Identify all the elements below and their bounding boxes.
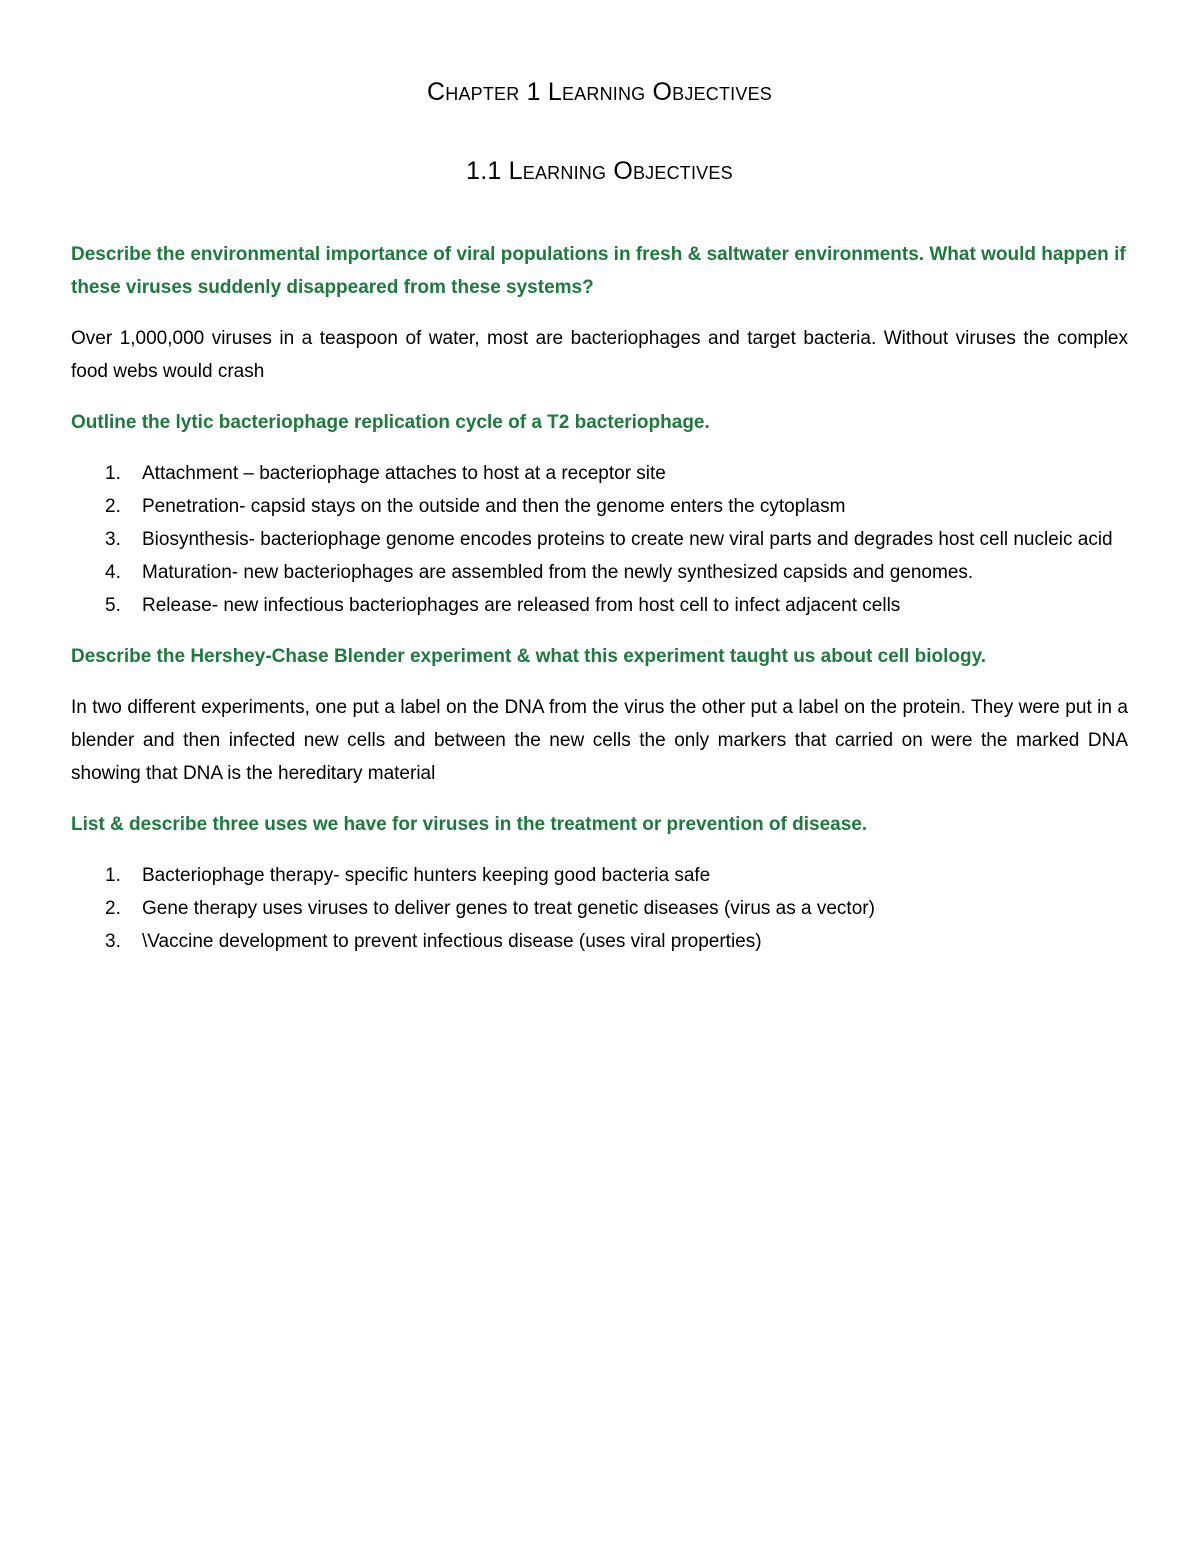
list-item-text: Attachment – bacteriophage attaches to host at a receptor site <box>142 463 666 484</box>
list-item <box>71 859 1128 892</box>
list-item-text: Biosynthesis- bacteriophage genome encodes proteins to create new viral parts and degrades host cell nucleic acid <box>142 529 1113 550</box>
list-item-number: 1. <box>105 463 121 484</box>
list-item <box>71 523 1128 556</box>
list-item-text: Maturation- new bacteriophages are assembled from the newly synthesized capsids and genomes. <box>142 562 974 583</box>
lytic-cycle-list <box>71 457 1128 622</box>
list-item-text: Release- new infectious bacteriophages are released from host cell to infect adjacent cells <box>142 595 901 616</box>
list-item-number: 3. <box>105 529 121 550</box>
list-item <box>71 892 1128 925</box>
virus-uses-list <box>71 859 1128 958</box>
objective-4-question: List & describe three uses we have for viruses in the treatment or prevention of disease. <box>71 814 868 835</box>
list-item <box>71 925 1128 958</box>
objective-3-question: Describe the Hershey-Chase Blender experiment & what this experiment taught us about cell biology. <box>71 646 987 667</box>
list-item-number: 1. <box>105 865 121 886</box>
list-item-number: 5. <box>105 595 121 616</box>
section-title: 1.1 Learning Objectives <box>466 157 733 185</box>
list-item <box>71 556 1128 589</box>
list-item <box>71 490 1128 523</box>
objective-3-answer: In two different experiments, one put a label on the DNA from the virus the other put a label on the protein. They were put in a blender and then infected new cells and between the new cells the only markers that carried on were the marked DNA showing that DNA is the hereditary material <box>71 697 1128 784</box>
list-item <box>71 589 1128 622</box>
list-item-number: 2. <box>105 898 121 919</box>
objective-1-question: Describe the environmental importance of viral populations in fresh & saltwater environments. What would happen if these viruses suddenly disappeared from these systems? <box>71 244 1126 298</box>
list-item-text: Bacteriophage therapy- specific hunters keeping good bacteria safe <box>142 865 711 886</box>
chapter-title: Chapter 1 Learning Objectives <box>427 78 772 106</box>
objective-2-question: Outline the lytic bacteriophage replication cycle of a T2 bacteriophage. <box>71 412 710 433</box>
list-item-number: 2. <box>105 496 121 517</box>
list-item-number: 4. <box>105 562 121 583</box>
list-item-text: Gene therapy uses viruses to deliver genes to treat genetic diseases (virus as a vector) <box>142 898 875 919</box>
list-item-text: \Vaccine development to prevent infectious disease (uses viral properties) <box>142 931 762 952</box>
list-item-number: 3. <box>105 931 121 952</box>
list-item <box>71 457 1128 490</box>
document-content <box>71 78 1128 976</box>
objective-1-answer: Over 1,000,000 viruses in a teaspoon of water, most are bacteriophages and target bacteria. Without viruses the complex food webs would crash <box>71 328 1128 382</box>
list-item-text: Penetration- capsid stays on the outside and then the genome enters the cytoplasm <box>142 496 846 517</box>
